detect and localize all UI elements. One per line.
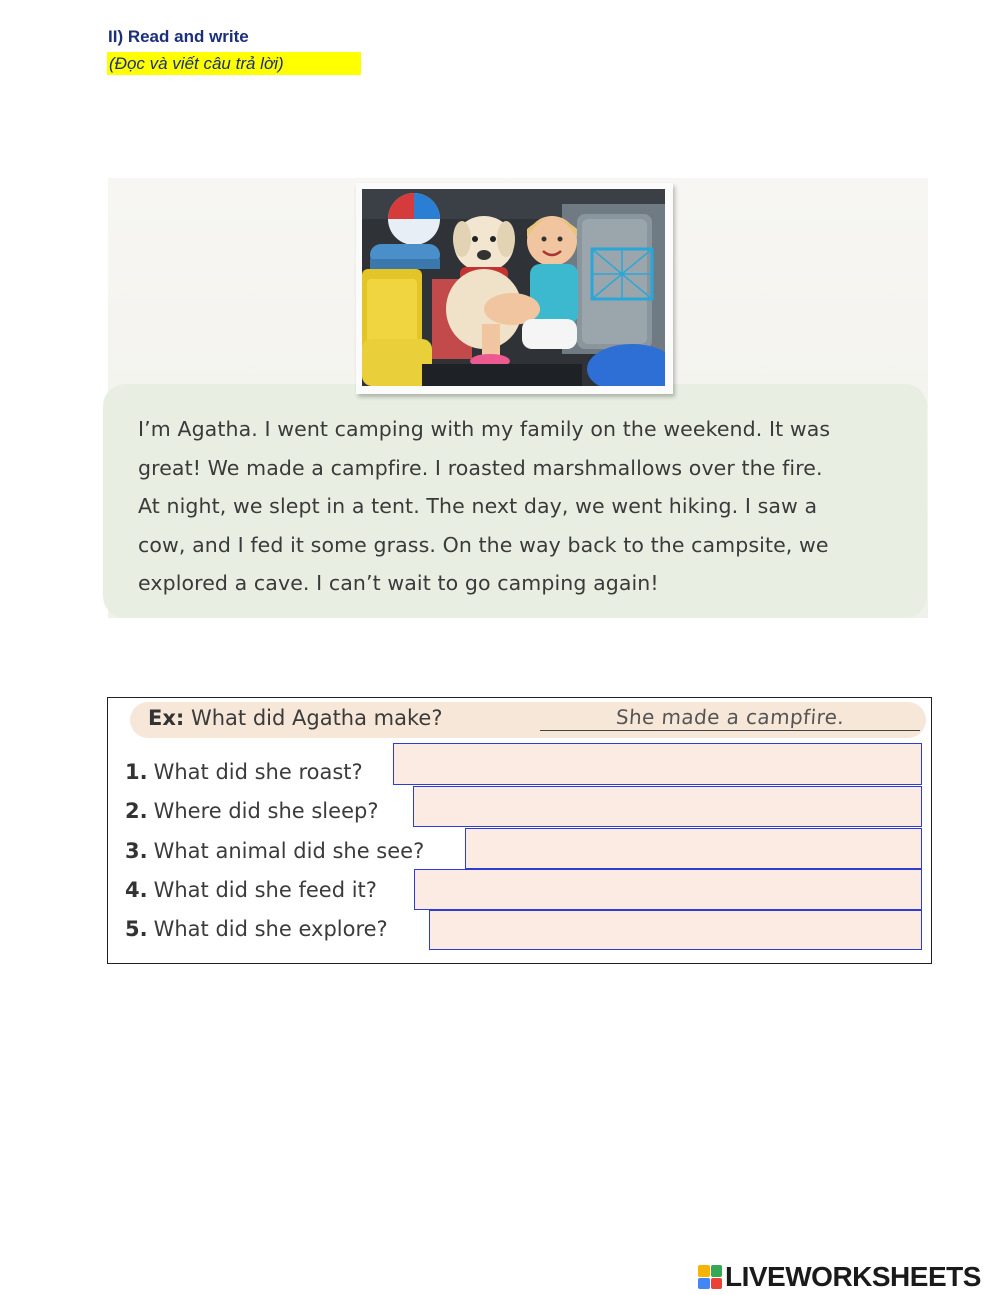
question-number: 3. xyxy=(125,839,148,863)
question-text: What animal did she see? xyxy=(153,839,425,863)
reading-passage xyxy=(138,410,908,603)
question-1 xyxy=(125,760,363,784)
example-answer-text: She made a campfire. xyxy=(615,705,845,729)
example-question-text: What did Agatha make? xyxy=(190,706,443,730)
liveworksheets-brand[interactable] xyxy=(698,1261,981,1293)
reading-line: great! We made a campfire. I roasted marshmallows over the fire. xyxy=(138,455,823,480)
answer-input-1[interactable] xyxy=(393,743,922,785)
question-text: Where did she sleep? xyxy=(153,799,379,823)
question-text: What did she explore? xyxy=(153,917,388,941)
question-number: 2. xyxy=(125,799,148,823)
logo-square xyxy=(711,1278,723,1290)
question-text: What did she feed it? xyxy=(153,878,377,902)
liveworksheets-logo-icon xyxy=(698,1265,722,1289)
logo-square xyxy=(698,1278,710,1290)
answer-input-3[interactable] xyxy=(465,828,922,869)
reading-line: explored a cave. I can’t wait to go camping again! xyxy=(138,571,659,595)
section-title: II) Read and write xyxy=(108,27,249,46)
example-answer xyxy=(540,700,920,731)
logo-square xyxy=(711,1265,723,1277)
section-subtitle: (Đọc và viết câu trả lời) xyxy=(107,52,361,75)
camping-photo xyxy=(362,189,665,386)
question-2 xyxy=(125,799,378,823)
question-number: 4. xyxy=(125,878,148,902)
answer-input-5[interactable] xyxy=(429,910,922,950)
example-question xyxy=(148,706,442,730)
reading-line: At night, we slept in a tent. The next day, we went hiking. I saw a xyxy=(138,494,818,518)
reading-line: cow, and I fed it some grass. On the way back to the campsite, we xyxy=(138,532,829,557)
question-number: 5. xyxy=(125,917,148,941)
question-text: What did she roast? xyxy=(153,760,363,784)
answer-input-4[interactable] xyxy=(414,869,922,910)
brand-text: LIVEWORKSHEETS xyxy=(725,1261,981,1292)
question-4 xyxy=(125,878,377,902)
example-prefix: Ex: xyxy=(148,706,185,730)
question-5 xyxy=(125,917,388,941)
logo-square xyxy=(698,1265,710,1277)
question-number: 1. xyxy=(125,760,148,784)
answer-input-2[interactable] xyxy=(413,786,922,827)
reading-line: I’m Agatha. I went camping with my family on the weekend. It was xyxy=(138,417,831,441)
question-3 xyxy=(125,839,424,863)
